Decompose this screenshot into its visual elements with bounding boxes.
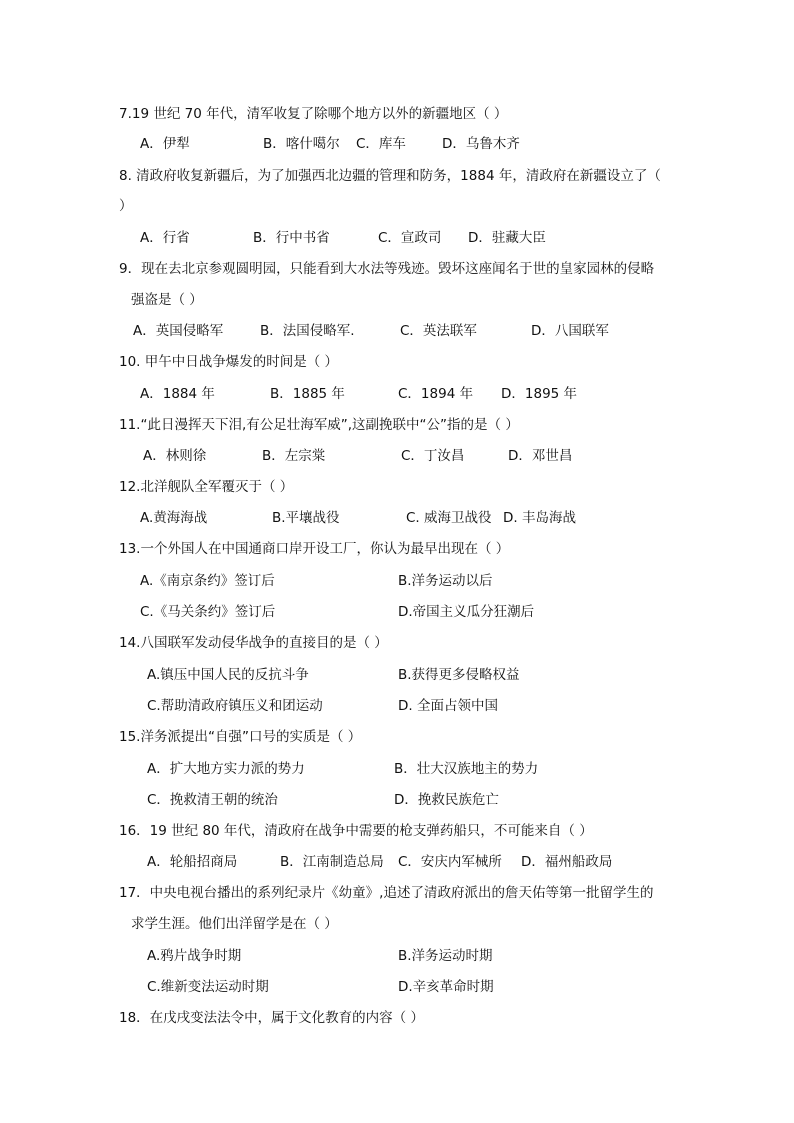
question-16-option-b: B．江南制造总局 — [280, 854, 384, 870]
question-7-option-d: D．乌鲁木齐 — [442, 136, 520, 152]
question-15-option-c: C．挽救清王朝的统治 — [147, 792, 278, 808]
question-17-option-a: A.鸦片战争时期 — [147, 948, 242, 964]
question-17-option-b: B.洋务运动时期 — [398, 948, 493, 964]
question-13-option-b: B.洋务运动以后 — [398, 573, 493, 589]
question-9-stem-cont: 强盗是（ ） — [131, 292, 203, 308]
question-13-option-d: D.帝国主义瓜分狂潮后 — [398, 604, 535, 620]
question-17-option-d: D.辛亥革命时期 — [398, 979, 494, 995]
question-16-option-d: D．福州船政局 — [521, 854, 613, 870]
question-8-option-b: B．行中书省 — [253, 230, 330, 246]
question-15-stem: 15.洋务派提出“自强”口号的实质是（ ） — [119, 729, 362, 745]
question-14-option-d: D. 全面占领中国 — [398, 698, 498, 714]
question-15-option-d: D．挽救民族危亡 — [394, 792, 499, 808]
question-10-option-b: B．1885 年 — [270, 386, 345, 402]
question-12-option-b: B.平壤战役 — [272, 510, 340, 526]
question-12-option-a: A.黄海海战 — [140, 510, 208, 526]
question-9-stem: 9．现在去北京参观圆明园，只能看到大水法等残迹。毁坏这座闻名于世的皇家园林的侵略 — [119, 261, 655, 277]
question-8-option-c: C．宣政司 — [378, 230, 442, 246]
question-12-option-d: D. 丰岛海战 — [503, 510, 576, 526]
question-14-option-a: A.镇压中国人民的反抗斗争 — [147, 667, 309, 683]
question-14-option-c: C.帮助清政府镇压义和团运动 — [147, 698, 323, 714]
question-11-option-d: D．邓世昌 — [508, 448, 573, 464]
question-12-option-c: C. 威海卫战役 — [406, 510, 492, 526]
question-9-option-d: D．八国联军 — [531, 323, 609, 339]
question-13-option-a: A.《南京条约》签订后 — [140, 573, 275, 589]
question-16-stem: 16．19 世纪 80 年代，清政府在战争中需要的枪支弹药船只，不可能来自（ ） — [119, 823, 593, 839]
question-17-stem-cont: 求学生涯。他们出洋留学是在（ ） — [131, 916, 338, 932]
question-12-stem: 12.北洋舰队全军覆灭于（ ） — [119, 479, 294, 495]
question-11-option-c: C．丁汝昌 — [401, 448, 465, 464]
question-9-option-a: A．英国侵略军 — [133, 323, 224, 339]
question-17-option-c: C.维新变法运动时期 — [147, 979, 269, 995]
question-11-option-a: A．林则徐 — [143, 448, 207, 464]
question-14-option-b: B.获得更多侵略权益 — [398, 667, 520, 683]
question-7-option-b: B．喀什噶尔 — [263, 136, 340, 152]
question-9-option-c: C．英法联军 — [400, 323, 477, 339]
question-16-option-c: C．安庆内军械所 — [398, 854, 502, 870]
question-17-stem: 17．中央电视台播出的系列纪录片《幼童》,追述了清政府派出的詹天佑等第一批留学生的 — [119, 885, 654, 901]
question-8-stem: 8. 清政府收复新疆后，为了加强西北边疆的管理和防务，1884 年，清政府在新疆设立了（ — [119, 168, 661, 184]
question-10-option-d: D．1895 年 — [501, 386, 578, 402]
question-7-option-a: A．伊犁 — [140, 136, 190, 152]
question-9-option-b: B．法国侵略军. — [260, 323, 355, 339]
question-7-stem: 7.19 世纪 70 年代，清军收复了除哪个地方以外的新疆地区（ ） — [119, 106, 508, 122]
question-8-option-d: D．驻藏大臣 — [468, 230, 546, 246]
question-13-stem: 13.一个外国人在中国通商口岸开设工厂，你认为最早出现在（ ） — [119, 541, 510, 557]
question-8-stem-cont: ） — [119, 198, 133, 214]
question-10-stem: 10. 甲午中日战争爆发的时间是（ ） — [119, 354, 339, 370]
question-16-option-a: A．轮船招商局 — [147, 854, 238, 870]
question-7-option-c: C．库车 — [356, 136, 406, 152]
question-13-option-c: C.《马关条约》签订后 — [140, 604, 276, 620]
question-11-stem: 11.“此日漫挥天下泪,有公足壮海军威”,这副挽联中“公”指的是（ ） — [119, 417, 519, 433]
question-15-option-b: B．壮大汉族地主的势力 — [394, 761, 539, 777]
question-8-option-a: A．行省 — [140, 230, 190, 246]
question-11-option-b: B．左宗棠 — [262, 448, 326, 464]
question-18-stem: 18．在戊戌变法法令中，属于文化教育的内容（ ） — [119, 1010, 424, 1026]
question-10-option-a: A．1884 年 — [140, 386, 215, 402]
question-14-stem: 14.八国联军发动侵华战争的直接目的是（ ） — [119, 635, 388, 651]
question-10-option-c: C．1894 年 — [398, 386, 474, 402]
question-15-option-a: A．扩大地方实力派的势力 — [147, 761, 305, 777]
